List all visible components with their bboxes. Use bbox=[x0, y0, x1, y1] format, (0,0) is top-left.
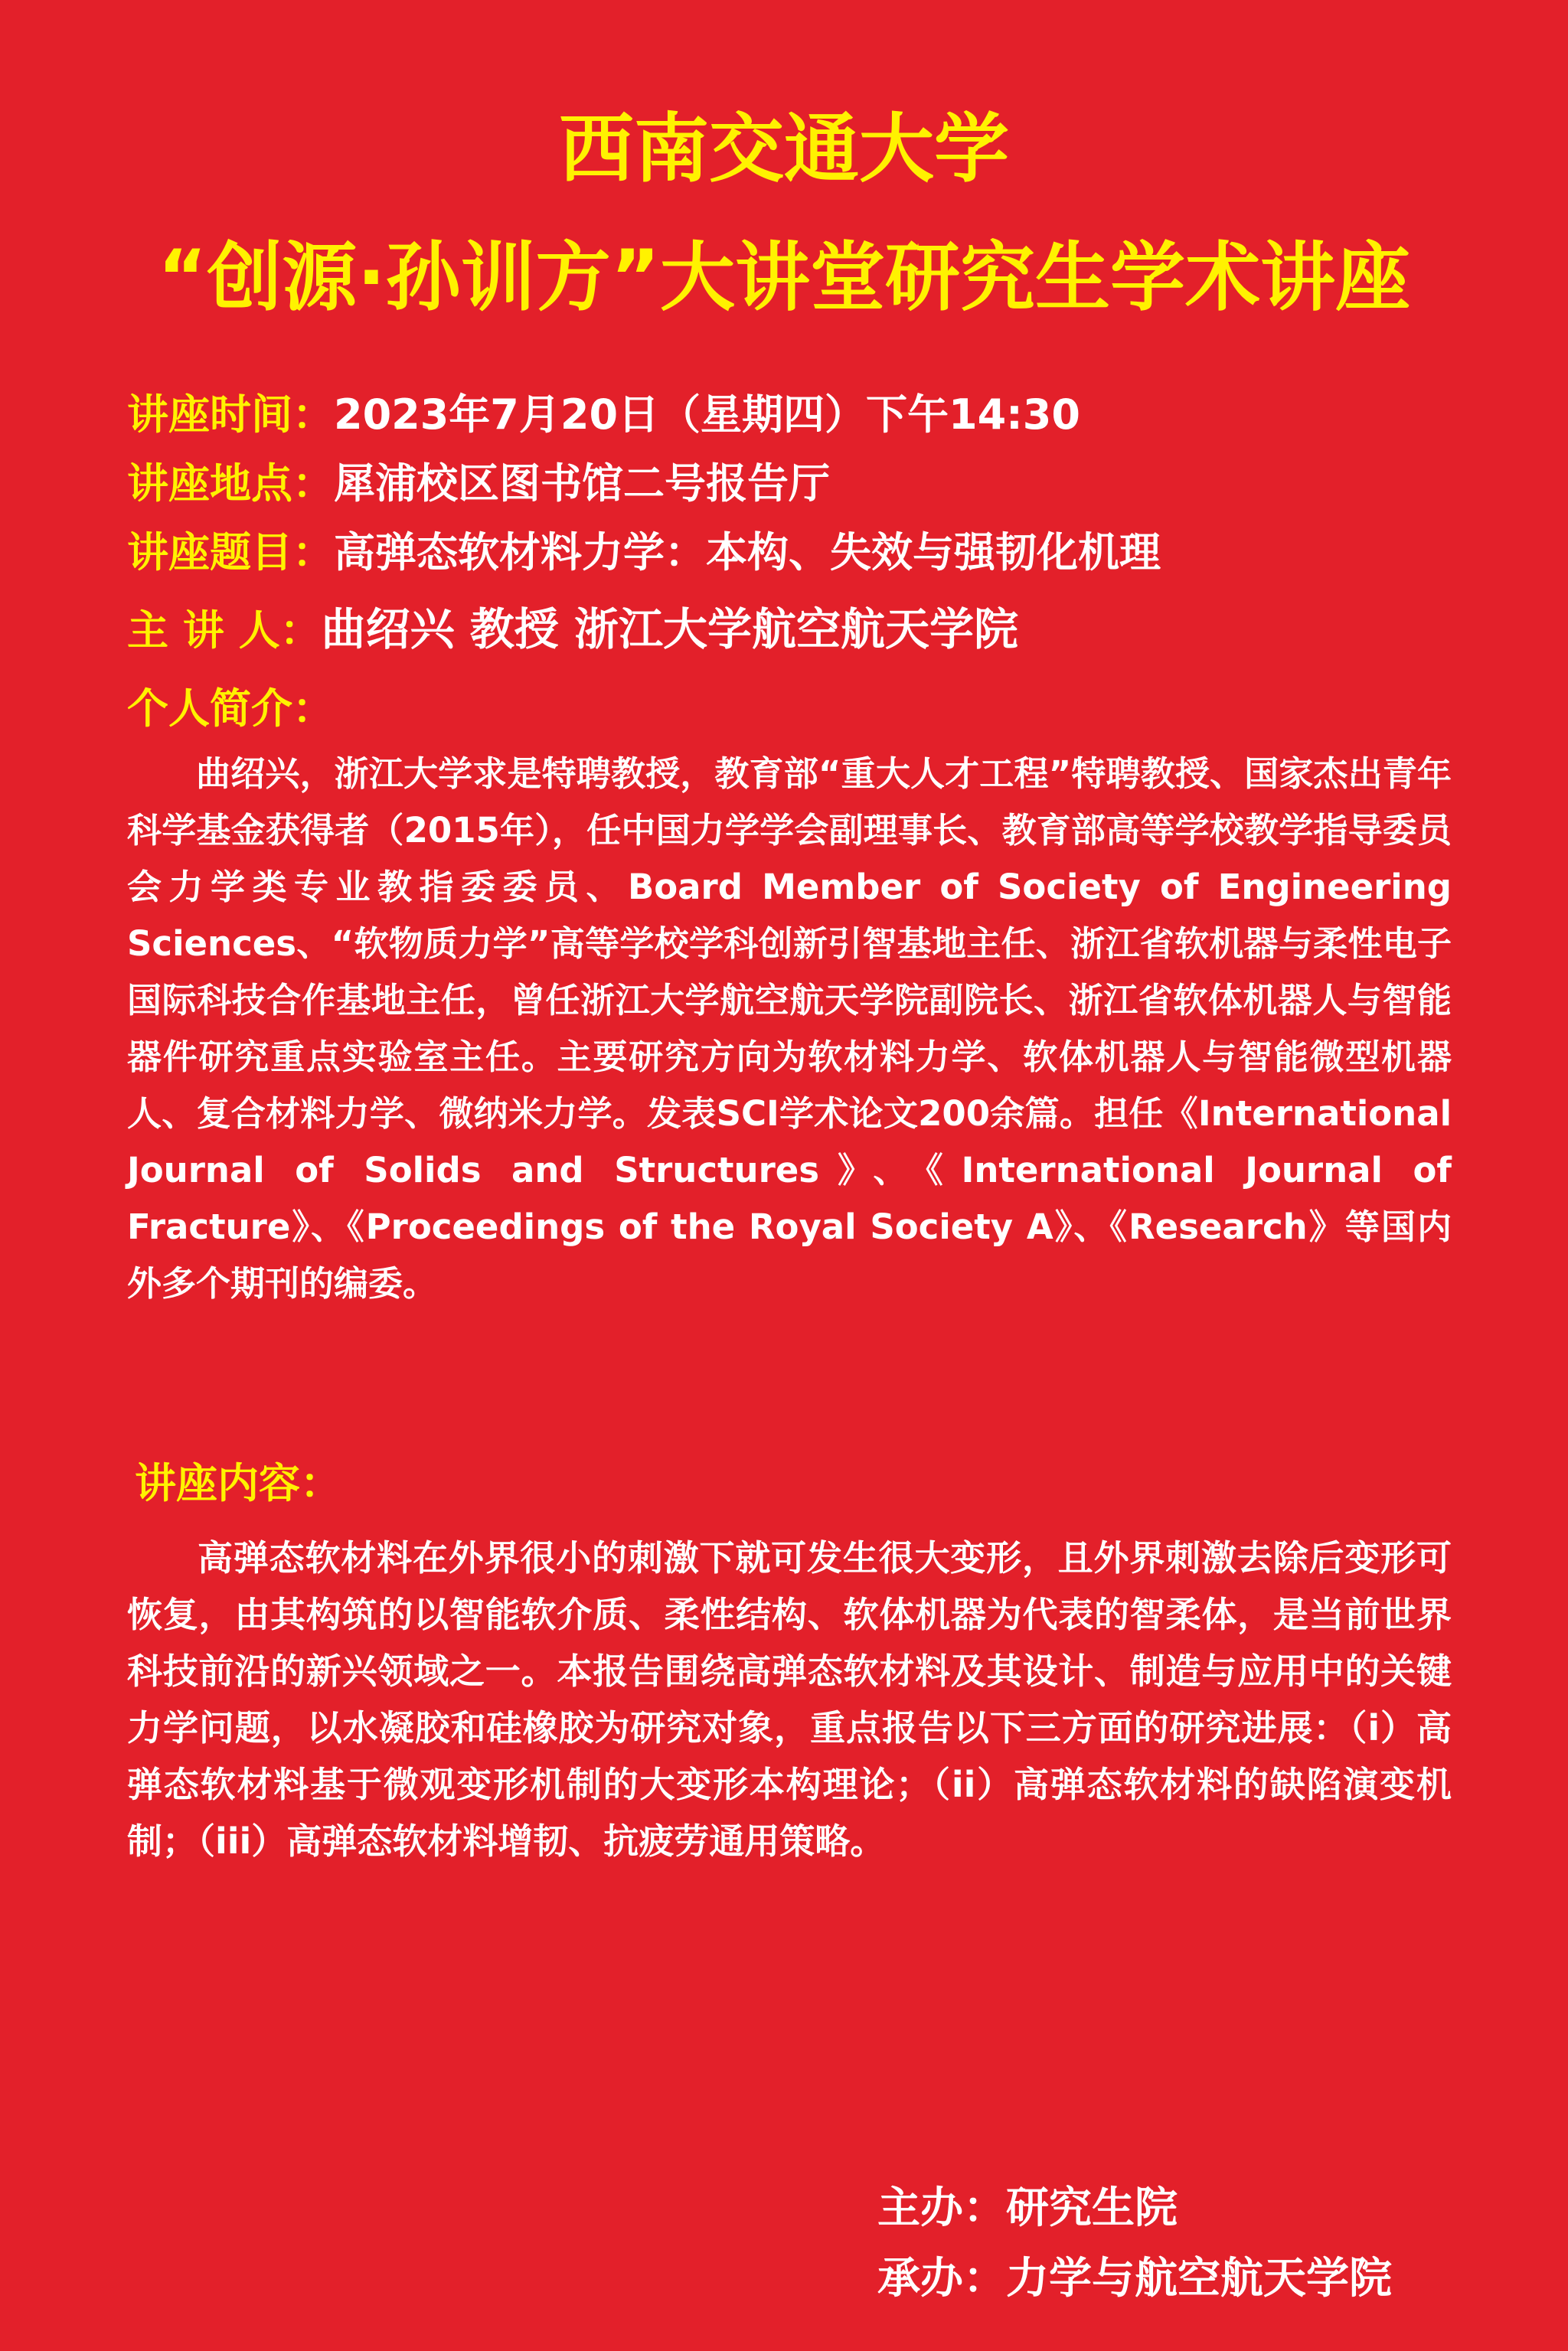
lecture-speaker-label: 主 讲 人： bbox=[127, 606, 322, 655]
lecture-time-value: 2023年7月20日（星期四）下午14:30 bbox=[334, 390, 1080, 439]
organizer-value: 研究生院 bbox=[1006, 2183, 1178, 2233]
lecture-topic-label: 讲座题目： bbox=[127, 528, 334, 576]
lecture-speaker-row bbox=[127, 605, 1018, 655]
lecture-speaker-value: 曲绍兴 教授 浙江大学航空航天学院 bbox=[321, 603, 1018, 655]
co-organizer-label: 承办： bbox=[877, 2254, 1006, 2304]
lecture-place-label: 讲座地点： bbox=[127, 459, 334, 508]
lecture-place-value: 犀浦校区图书馆二号报告厅 bbox=[334, 459, 830, 508]
content-paragraph: 高弹态软材料在外界很小的刺激下就可发生很大变形，且外界刺激去除后变形可恢复，由其构筑的以智能软介质、柔性结构、软体机器为代表的智柔体，是当前世界科技前沿的新兴领域之一。本报告围绕高弹态软材料及其设计、制造与应用中的关键力学问题，以水凝胶和硅橡胶为研究对象，重点报告以下三方面的研究进展：（i）高弹态软材料基于微观变形机制的大变形本构理论；（ii）高弹态软材料的缺陷演变机制；（iii）高弹态软材料增韧、抗疲劳通用策略。 bbox=[127, 1537, 1452, 1862]
lecture-topic-row bbox=[127, 528, 1161, 577]
content-heading: 讲座内容： bbox=[135, 1459, 341, 1507]
bio-paragraph: 曲绍兴，浙江大学求是特聘教授，教育部“重大人才工程”特聘教授、国家杰出青年科学基金获得者（2015年），任中国力学学会副理事长、教育部高等学校教学指导委员会力学类专业教指委委员、Board Member of Society of Engineering Sciences、“软物质力学”高等学校学科创新引智基地主任、浙江省软机器与柔性电子国际科技合作基地主任，曾任浙江大学航空航天学院副院长、浙江省软体机器人与智能器件研究重点实验室主任。主要研究方向为软材料力学、软体机器人与智能微型机器人、复合材料力学、微纳米力学。发表SCI学术论文200余篇。担任《International Journal of Solids and Structures》、《International Journal of Fracture》、《Proceedings of the Royal Society A》、《Research》等国内外多个期刊的编委。 bbox=[127, 753, 1452, 1304]
co-organizer-value: 力学与航空航天学院 bbox=[1006, 2254, 1392, 2304]
lecture-time-row bbox=[127, 390, 1080, 439]
organizer-line bbox=[877, 2183, 1178, 2234]
organizer-label: 主办： bbox=[877, 2183, 1006, 2233]
poster-university-title: 西南交通大学 bbox=[558, 106, 1009, 193]
lecture-place-row bbox=[127, 459, 830, 508]
bio-heading: 个人简介： bbox=[127, 684, 334, 733]
co-organizer-line bbox=[877, 2254, 1392, 2304]
lecture-time-label: 讲座时间： bbox=[127, 390, 334, 439]
lecture-topic-value: 高弹态软材料力学：本构、失效与强韧化机理 bbox=[334, 528, 1161, 576]
poster-series-title: “创源·孙训方”大讲堂研究生学术讲座 bbox=[157, 234, 1411, 322]
